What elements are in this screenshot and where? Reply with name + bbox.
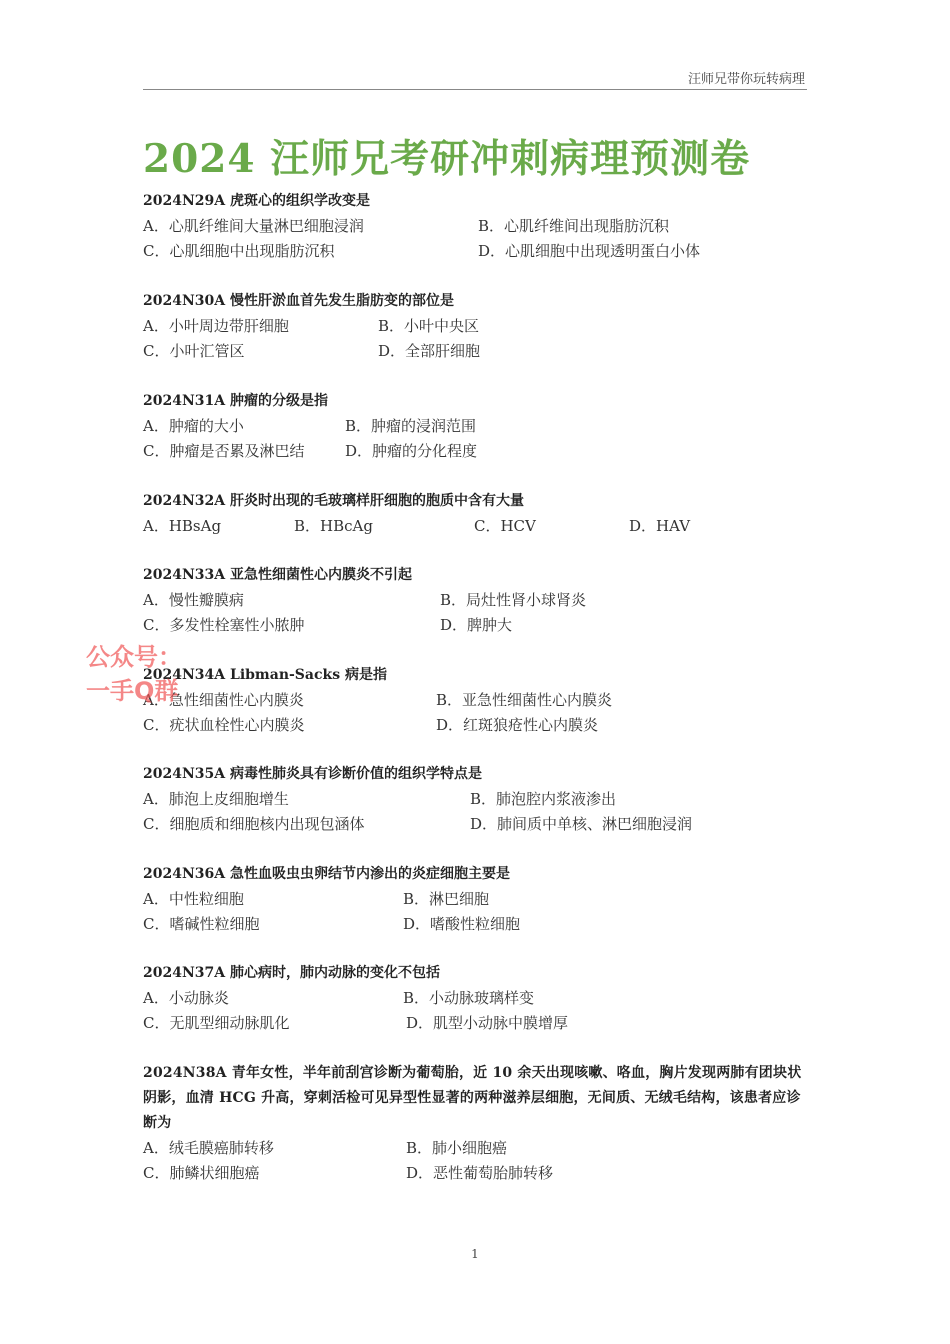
option-d: D．肿瘤的分化程度 — [345, 442, 478, 460]
options-row — [143, 214, 807, 239]
question-stem: 2024N36A 急性血吸虫虫卵结节内渗出的炎症细胞主要是 — [143, 866, 510, 882]
question-stem: 2024N30A 慢性肝淤血首先发生脂肪变的部位是 — [143, 293, 454, 309]
option-c: C．无肌型细动脉肌化 — [143, 1014, 290, 1032]
question-stem: 2024N37A 肺心病时，肺内动脉的变化不包括 — [143, 965, 440, 981]
option-b: B．局灶性肾小球肾炎 — [440, 591, 587, 609]
watermark-line: 一手Q群 — [86, 677, 179, 705]
options-row — [143, 588, 807, 613]
option-a: A．心肌纤维间大量淋巴细胞浸润 — [143, 217, 364, 235]
option-c: C．心肌细胞中出现脂肪沉积 — [143, 242, 335, 260]
question-item — [143, 489, 807, 539]
option-b: B．心肌纤维间出现脂肪沉积 — [478, 217, 670, 235]
question-stem: 2024N29A 虎斑心的组织学改变是 — [143, 193, 370, 209]
options-row — [143, 414, 807, 439]
option-a: A．慢性瓣膜病 — [143, 591, 244, 609]
question-stem: 2024N34A Libman-Sacks 病是指 — [143, 667, 387, 683]
option-a: A．急性细菌性心内膜炎 — [143, 691, 304, 709]
options-row — [143, 514, 807, 539]
option-b: B．肺小细胞癌 — [406, 1139, 508, 1157]
option-d: D．肺间质中单核、淋巴细胞浸润 — [470, 815, 693, 833]
question-stem: 2024N38A 青年女性，半年前刮宫诊断为葡萄胎，近 10 余天出现咳嗽、咯血，胸片发现两肺有团块状阴影，血清 HCG 升高，穿刺活检可见异型性显著的两种滋养层细胞，无间质、无绒毛结构，该患者应诊断为 — [143, 1065, 802, 1131]
question-stem: 2024N31A 肿瘤的分级是指 — [143, 393, 328, 409]
option-c: C．肿瘤是否累及淋巴结 — [143, 442, 305, 460]
options-row — [143, 787, 807, 812]
option-b: B．亚急性细菌性心内膜炎 — [436, 691, 613, 709]
page-number: 1 — [471, 1247, 479, 1261]
option-c: C．多发性栓塞性小脓肿 — [143, 616, 305, 634]
option-d: D．嗜酸性粒细胞 — [403, 915, 521, 933]
option-c: C．嗜碱性粒细胞 — [143, 915, 260, 933]
page-title: 2024 汪师兄考研冲刺病理预测卷 — [143, 136, 751, 182]
question-item — [143, 762, 807, 837]
option-b: B．淋巴细胞 — [403, 890, 490, 908]
options-row — [143, 239, 807, 264]
option-c: C．肺鳞状细胞癌 — [143, 1164, 260, 1182]
option-d: D．红斑狼疮性心内膜炎 — [436, 716, 599, 734]
options-row — [143, 912, 807, 937]
option-a: A．HBsAg — [143, 517, 222, 535]
option-b: B．HBcAg — [294, 517, 373, 535]
options-row — [143, 812, 807, 837]
option-d: D．全部肝细胞 — [378, 342, 481, 360]
option-c: C．HCV — [474, 517, 536, 535]
watermark-line: 公众号： — [86, 643, 182, 671]
options-row — [143, 339, 807, 364]
option-c: C．小叶汇管区 — [143, 342, 245, 360]
option-d: D．心肌细胞中出现透明蛋白小体 — [478, 242, 701, 260]
options-row — [143, 314, 807, 339]
question-item — [143, 563, 807, 638]
question-item — [143, 389, 807, 464]
options-row — [143, 986, 807, 1011]
option-a: A．小动脉炎 — [143, 989, 229, 1007]
option-a: A．绒毛膜癌肺转移 — [143, 1139, 274, 1157]
watermark-overlay — [86, 640, 182, 708]
option-b: B．小动脉玻璃样变 — [403, 989, 535, 1007]
option-c: C．疣状血栓性心内膜炎 — [143, 716, 305, 734]
options-row — [143, 887, 807, 912]
option-c: C．细胞质和细胞核内出现包涵体 — [143, 815, 365, 833]
question-stem: 2024N33A 亚急性细菌性心内膜炎不引起 — [143, 567, 412, 583]
question-item — [143, 961, 807, 1036]
header-text: 汪师兄带你玩转病理 — [687, 72, 805, 87]
option-d: D．脾肿大 — [440, 616, 513, 634]
options-row — [143, 613, 807, 638]
options-row — [143, 1161, 807, 1186]
question-item — [143, 862, 807, 937]
option-a: A．肺泡上皮细胞增生 — [143, 790, 289, 808]
question-item — [143, 289, 807, 364]
options-row — [143, 713, 807, 738]
option-b: B．小叶中央区 — [378, 317, 480, 335]
option-b: B．肿瘤的浸润范围 — [345, 417, 477, 435]
options-row — [143, 439, 807, 464]
question-stem: 2024N35A 病毒性肺炎具有诊断价值的组织学特点是 — [143, 766, 482, 782]
option-d: D．肌型小动脉中膜增厚 — [406, 1014, 569, 1032]
header-divider — [143, 89, 807, 90]
option-b: B．肺泡腔内浆液渗出 — [470, 790, 617, 808]
question-item — [143, 189, 807, 264]
option-d: D．恶性葡萄胎肺转移 — [406, 1164, 554, 1182]
option-a: A．肿瘤的大小 — [143, 417, 244, 435]
options-row — [143, 1136, 807, 1161]
option-a: A．小叶周边带肝细胞 — [143, 317, 289, 335]
options-row — [143, 1011, 807, 1036]
question-item — [143, 663, 807, 738]
option-d: D．HAV — [629, 517, 691, 535]
question-item — [143, 1061, 807, 1186]
option-a: A．中性粒细胞 — [143, 890, 244, 908]
question-stem: 2024N32A 肝炎时出现的毛玻璃样肝细胞的胞质中含有大量 — [143, 493, 524, 509]
options-row — [143, 688, 807, 713]
